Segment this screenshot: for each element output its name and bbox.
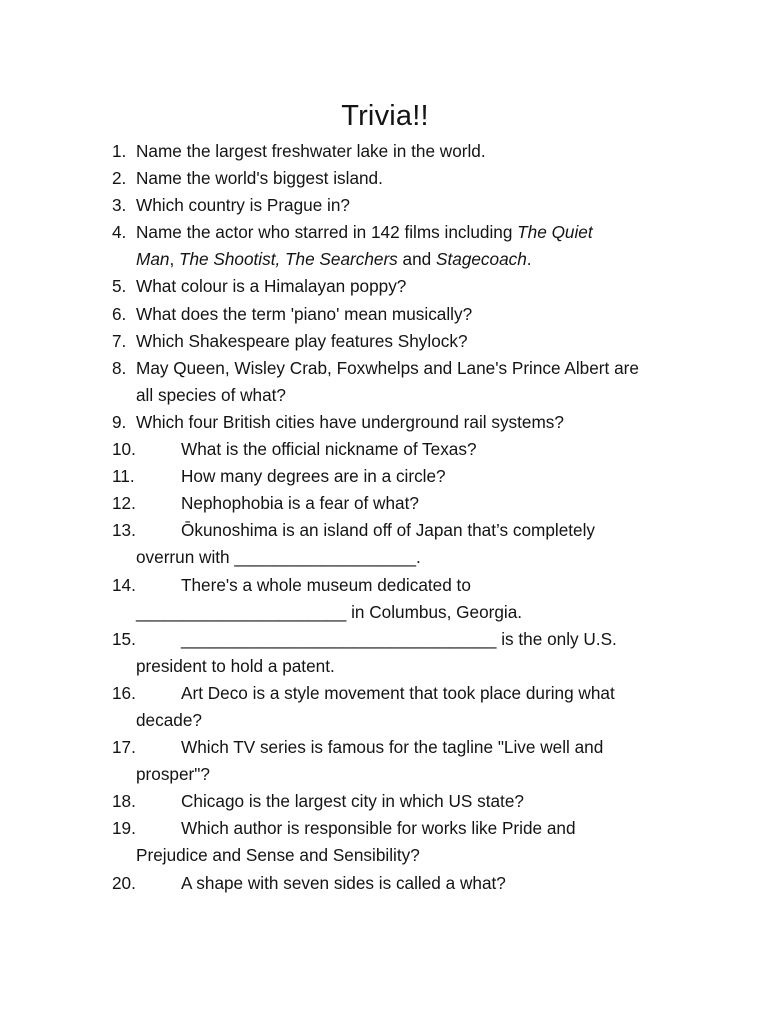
question-item [112, 788, 682, 815]
page-title: Trivia!! [341, 100, 429, 132]
question-number: 2. [112, 168, 127, 189]
question-number: 5. [112, 276, 127, 297]
question-text: , [169, 249, 179, 270]
question-number: 8. [112, 357, 127, 378]
question-text: Name the largest freshwater lake in the world. [136, 141, 486, 161]
question-text-continued: Prejudice and Sense and Sensibility? [136, 845, 420, 866]
question-item [112, 409, 682, 436]
question-item [112, 815, 682, 869]
question-item [112, 328, 682, 355]
question-number: 11. [112, 466, 135, 487]
question-number: 20. [112, 872, 136, 893]
question-text-continued: president to hold a patent. [136, 655, 335, 676]
question-text: What colour is a Himalayan poppy? [136, 276, 407, 297]
question-number: 4. [112, 222, 127, 243]
question-text: Chicago is the largest city in which US state? [181, 791, 524, 812]
question-item [112, 734, 682, 788]
question-item [112, 436, 682, 463]
question-item [112, 680, 682, 734]
question-item [112, 870, 682, 897]
question-text-continued: overrun with ___________________. [136, 547, 421, 568]
question-item [112, 219, 682, 273]
question-number: 19. [112, 818, 136, 839]
question-text: Which author is responsible for works like Pride and [181, 818, 576, 839]
question-text: Which country is Prague in? [136, 195, 350, 216]
question-item [112, 626, 682, 680]
question-text: May Queen, Wisley Crab, Foxwhelps and Lane's Prince Albert are [136, 357, 639, 378]
question-number: 17. [112, 737, 136, 758]
question-text-continued: all species of what? [136, 384, 286, 405]
question-item [112, 301, 682, 328]
question-number: 12. [112, 493, 136, 514]
question-item [112, 273, 682, 300]
question-item [112, 490, 682, 517]
question-item [112, 165, 682, 192]
question-item [112, 463, 682, 490]
question-text: Name the actor who starred in 142 films including [136, 222, 518, 243]
question-number: 18. [112, 791, 136, 812]
question-number: 16. [112, 682, 136, 703]
question-item [112, 572, 682, 626]
question-list [112, 138, 682, 897]
question-item [112, 138, 682, 165]
film-title-italic: The Shootist, The Searchers [179, 249, 398, 270]
question-item [112, 355, 682, 409]
question-number: 6. [112, 303, 127, 324]
question-text: A shape with seven sides is called a what? [181, 872, 506, 893]
question-number: 3. [112, 195, 127, 216]
question-text: Nephophobia is a fear of what? [181, 493, 419, 514]
question-text: Name the world's biggest island. [136, 168, 383, 189]
question-number: 15. [112, 628, 136, 649]
question-text-continued: prosper"? [136, 764, 210, 785]
question-item [112, 517, 682, 571]
question-text: and [397, 249, 437, 270]
question-text: _________________________________ is the only U.S. [181, 628, 617, 649]
question-text-continued: ______________________ in Columbus, Georgia. [136, 601, 523, 622]
question-number: 7. [112, 330, 127, 351]
question-text: Ōkunoshima is an island off of Japan that’s completely [181, 520, 596, 541]
question-text: How many degrees are in a circle? [181, 466, 446, 487]
film-title-italic: The Quiet [517, 222, 593, 243]
question-text: What is the official nickname of Texas? [181, 439, 477, 460]
question-text-continued: decade? [136, 709, 202, 730]
question-text: Which four British cities have underground rail systems? [136, 411, 564, 432]
question-number: 13. [112, 520, 136, 541]
question-number: 1. [112, 141, 127, 161]
question-text: Which TV series is famous for the tagline "Live well and [181, 737, 604, 758]
question-number: 10. [112, 439, 136, 460]
question-text: What does the term 'piano' mean musically? [136, 303, 473, 324]
question-text: There's a whole museum dedicated to [181, 574, 471, 595]
question-number: 14. [112, 574, 136, 595]
question-item [112, 192, 682, 219]
question-text: . [526, 249, 532, 270]
question-text: Which Shakespeare play features Shylock? [136, 330, 468, 351]
question-text: Art Deco is a style movement that took place during what [181, 682, 615, 703]
film-title-italic: Man [136, 249, 170, 270]
question-number: 9. [112, 411, 127, 432]
film-title-italic: Stagecoach [436, 249, 527, 270]
